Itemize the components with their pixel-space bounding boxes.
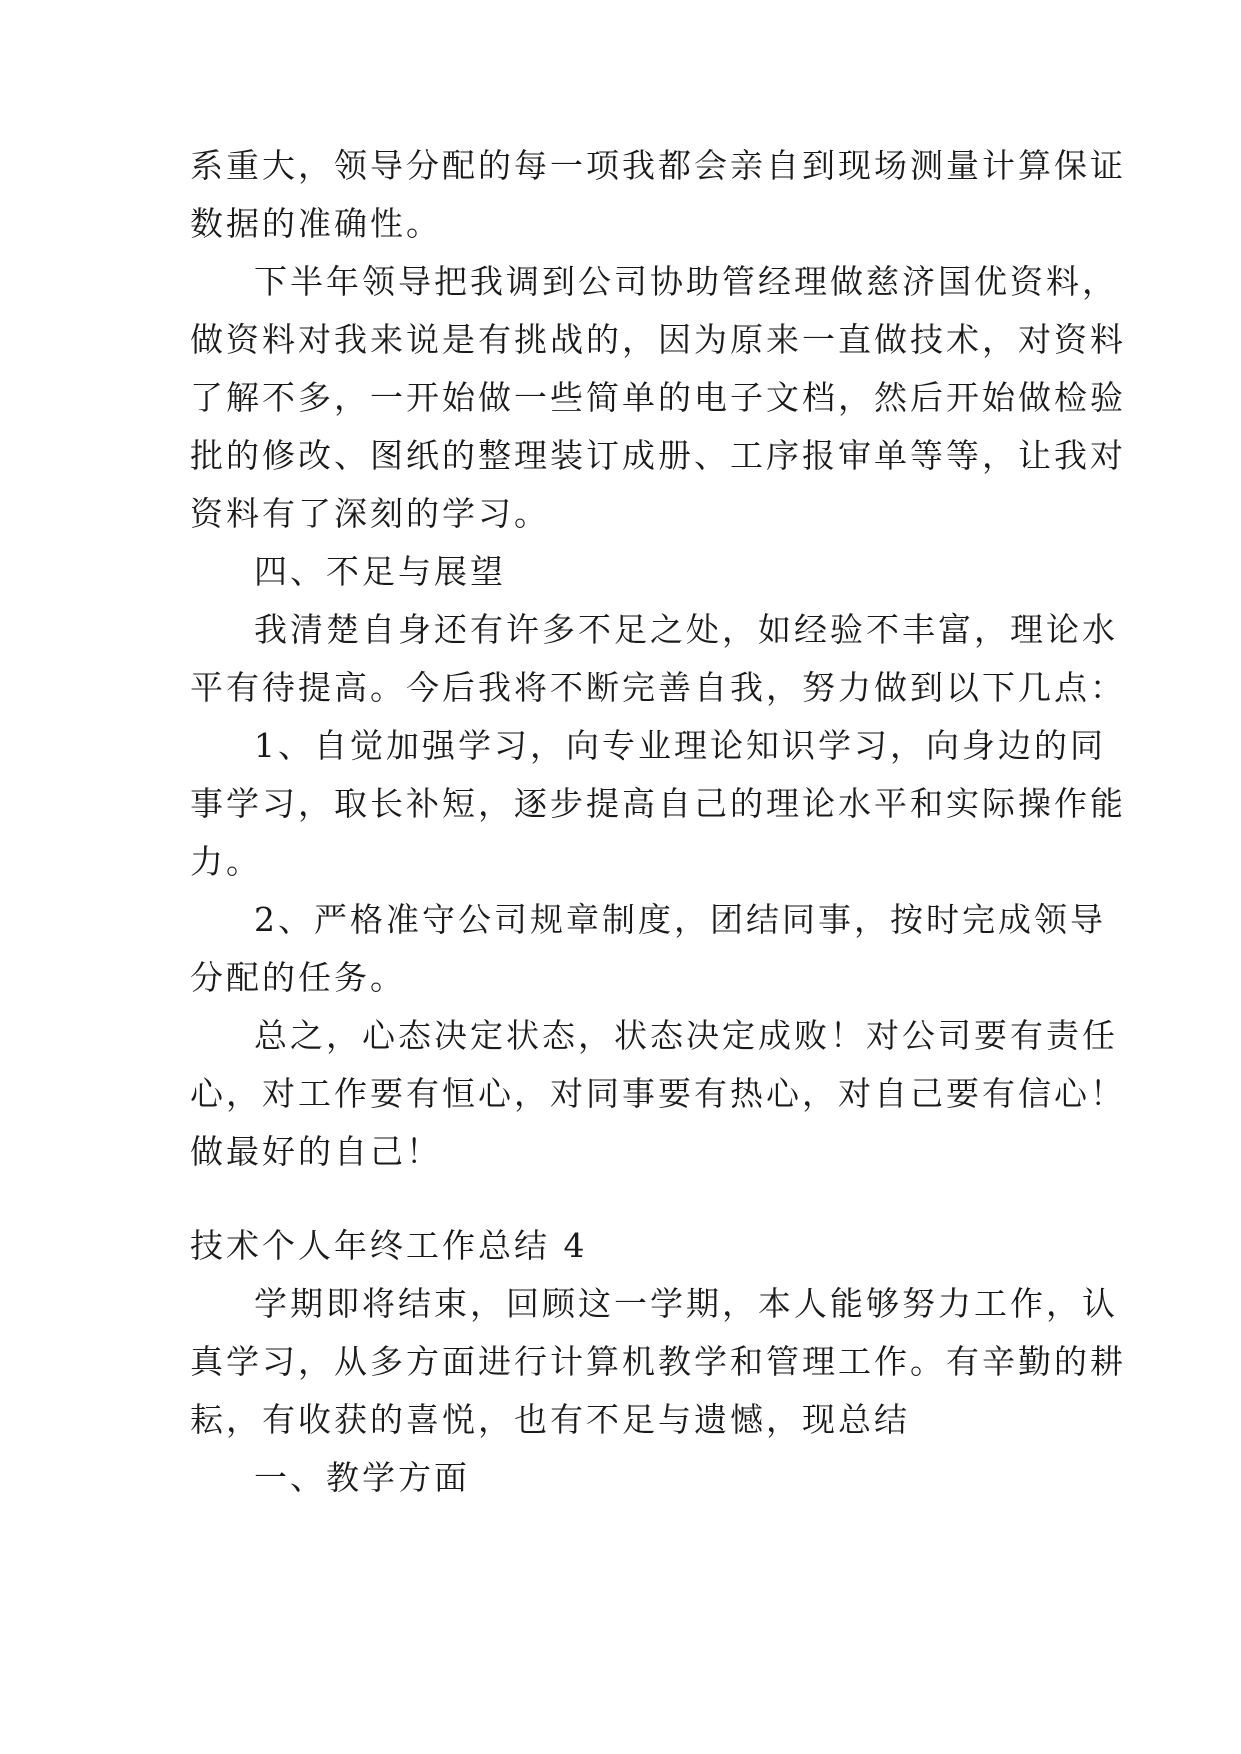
list-item-line: 1、自觉加强学习，向专业理论知识学习，向身边的同 [254, 726, 1106, 765]
list-item-line: 2、严格准守公司规章制度，团结同事，按时完成领导 [254, 900, 1106, 939]
section-heading: 一、教学方面 [254, 1458, 470, 1497]
body-text-line: 下半年领导把我调到公司协助管经理做慈济国优资料， [254, 262, 1118, 301]
section-heading: 四、不足与展望 [254, 552, 506, 591]
body-text-line: 总之，心态决定状态，状态决定成败！对公司要有责任 [254, 1016, 1118, 1055]
body-text-line: 我清楚自身还有许多不足之处，如经验不丰富，理论水 [254, 610, 1118, 649]
body-text-line: 平有待提高。今后我将不断完善自我，努力做到以下几点： [190, 668, 1126, 707]
body-text-line: 了解不多，一开始做一些简单的电子文档，然后开始做检验 [190, 378, 1126, 417]
list-item-line: 分配的任务。 [190, 958, 406, 997]
body-text-line: 数据的准确性。 [190, 204, 442, 243]
body-text-line: 真学习，从多方面进行计算机教学和管理工作。有辛勤的耕 [190, 1342, 1126, 1381]
body-text-line: 批的修改、图纸的整理装订成册、工序报审单等等，让我对 [190, 436, 1126, 475]
body-text-line: 耘，有收获的喜悦，也有不足与遗憾，现总结 [190, 1400, 910, 1439]
body-text-line: 系重大，领导分配的每一项我都会亲自到现场测量计算保证 [190, 146, 1126, 185]
list-item-line: 力。 [190, 842, 262, 881]
list-item-line: 事学习，取长补短，逐步提高自己的理论水平和实际操作能 [190, 784, 1126, 823]
body-text-line: 心，对工作要有恒心，对同事要有热心，对自己要有信心！ [190, 1074, 1126, 1113]
section-title: 技术个人年终工作总结 4 [190, 1226, 588, 1265]
body-text-line: 学期即将结束，回顾这一学期，本人能够努力工作，认 [254, 1284, 1118, 1323]
body-text-line: 资料有了深刻的学习。 [190, 494, 550, 533]
body-text-line: 做最好的自己！ [190, 1132, 442, 1171]
body-text-line: 做资料对我来说是有挑战的，因为原来一直做技术，对资料 [190, 320, 1126, 359]
